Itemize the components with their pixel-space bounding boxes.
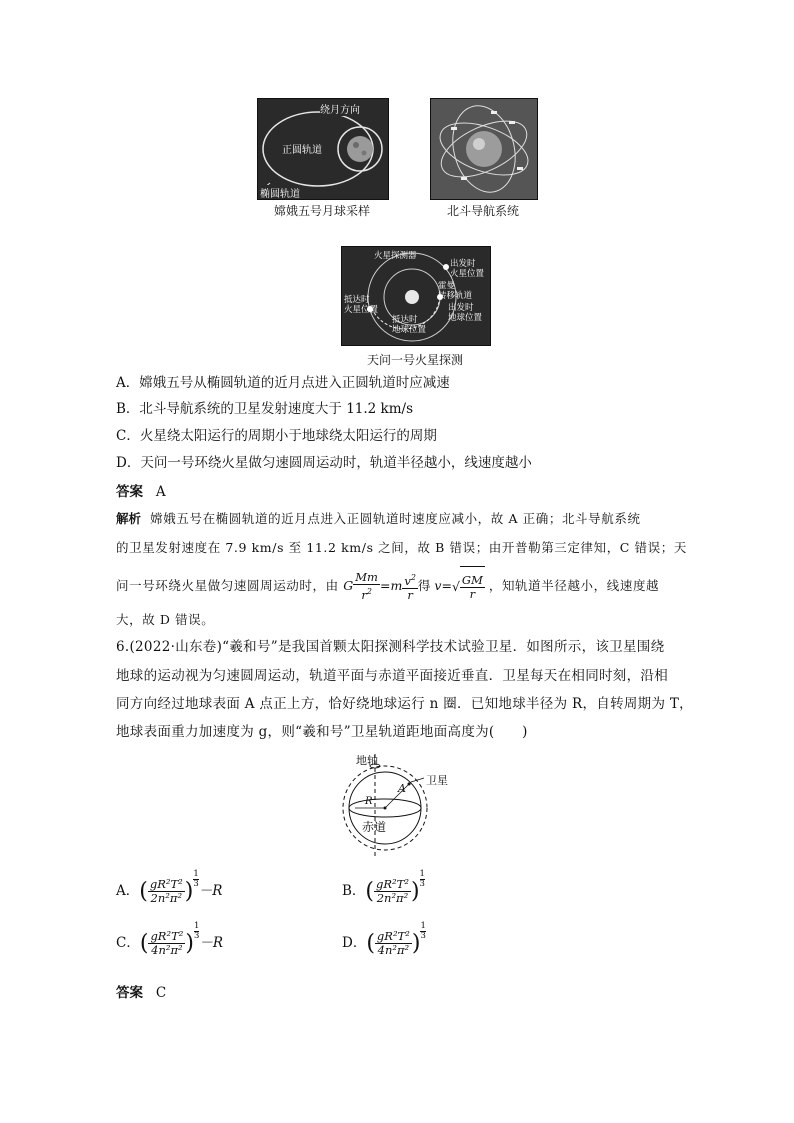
fig1-label-circular: 正圆轨道 <box>282 141 322 156</box>
q6-option-c: C．( $\frac{\text{gR²T²}}{\text{4n²π²}}$ ) $\frac{1}{3}$ －R <box>116 921 224 957</box>
satellite-icon <box>451 127 457 130</box>
q6-answer-value: C <box>155 985 167 1001</box>
moon-icon <box>347 136 373 162</box>
q6-line2: 地球的运动视为匀速圆周运动，轨道平面与赤道平面接近垂直．卫星每天在相同时刻，沿相 <box>116 668 668 684</box>
q5-option-b: B．北斗导航系统的卫星发射速度大于 11.2 km/s <box>116 401 414 417</box>
fig-label-r: R <box>365 796 373 807</box>
figure-xihe-satellite <box>338 752 458 858</box>
q5-option-c: C．火星绕太阳运行的周期小于地球绕太阳运行的周期 <box>116 428 437 444</box>
q5-explanation-label: 解析 <box>116 511 142 526</box>
q5-explanation-line2: 的卫星发射速度在 7.9 km/s 至 11.2 km/s 之间，故 B 错误；由开普勒第三定律知，C 错误；天 <box>116 540 687 555</box>
fig3-label-depart1: 出发时 <box>450 259 476 269</box>
fig-label-a: A <box>398 782 406 795</box>
fig-label-satellite: 卫星 <box>426 774 448 787</box>
figure-change5-orbit <box>257 98 389 200</box>
fig3-label-earthpos2: 地球位置 <box>392 325 427 335</box>
fig3-label-probe: 火星探测器 <box>374 251 417 261</box>
q6-answer <box>116 983 166 1003</box>
q6-option-a: A．( $\frac{\text{gR²T²}}{\text{2n²π²}}$ ) $\frac{1}{3}$ －R <box>116 869 223 905</box>
fig2-caption: 北斗导航系统 <box>446 204 519 218</box>
earth-icon <box>466 131 502 167</box>
q5-answer-value: A <box>155 484 166 500</box>
fig-label-equator: 赤道 <box>362 820 387 834</box>
q5-explanation-line1: 解析 嫦娥五号在椭圆轨道的近月点进入正圆轨道时速度应减小，故 A 正确；北斗导航系统 <box>116 511 641 526</box>
q5-answer-label: 答案 <box>116 484 143 500</box>
fig3-label-arrive2: 抵达时 <box>392 315 418 325</box>
fig3-label-earthpos1: 地球位置 <box>448 313 483 323</box>
figure-beidou <box>430 98 538 200</box>
fig3-label-depart2: 出发时 <box>448 303 474 313</box>
figure-tianwen1 <box>341 246 491 346</box>
q5-explanation-line3: 问一号环绕火星做匀速圆周运动时，由 G $\frac{Mm}{r^2}$ =m $\frac{v^2}{r}$ 得 v=√ $\frac{GM}{r}$ ，知轨道半径越小，线速度越 <box>116 566 659 606</box>
q5-option-d: D．天问一号环绕火星做匀速圆周运动时，轨道半径越小，线速度越小 <box>116 455 532 471</box>
q6-line4: 地球表面重力加速度为 g，则“羲和号”卫星轨道距地面高度为( ) <box>116 724 528 740</box>
fig3-label-marspos1: 火星位置 <box>450 269 485 279</box>
q6-line1: 6.(2022·山东卷)“羲和号”是我国首颗太阳探测科学技术试验卫星．如图所示，该卫星围绕 <box>116 639 665 655</box>
q6-answer-label: 答案 <box>116 985 143 1001</box>
fig3-label-marspos2: 火星位置 <box>344 305 379 315</box>
fig3-label-arrive1: 抵达时 <box>344 295 370 305</box>
q5-option-a: A．嫦娥五号从椭圆轨道的近月点进入正圆轨道时应减速 <box>116 375 450 391</box>
formula-gravitation: G $\frac{Mm}{r^2}$ =m $\frac{v^2}{r}$ 得 v=√ $\frac{GM}{r}$ <box>343 578 489 593</box>
fig3-label-transfer: 转移轨道 <box>438 291 473 301</box>
fig-label-axis: 地轴 <box>356 754 378 767</box>
q5-explanation-line4: 大，故 D 错误。 <box>116 612 215 627</box>
q5-answer <box>116 482 166 502</box>
satellite-icon <box>408 783 411 786</box>
fig1-label-direction: 绕月方向 <box>320 101 360 116</box>
fig3-label-hohmann: 霍曼 <box>438 281 456 291</box>
sun-icon <box>405 290 419 304</box>
q6-line3: 同方向经过地球表面 A 点正上方，恰好绕地球运行 n 圈．已知地球半径为 R，自转周期为 T， <box>116 696 693 712</box>
fig3-caption: 天问一号火星探测 <box>366 353 463 367</box>
fig1-label-elliptical: 椭圆轨道 <box>260 185 300 200</box>
q6-option-d: D．( $\frac{\text{gR²T²}}{\text{4n²π²}}$ ) $\frac{1}{3}$ <box>342 921 426 957</box>
fig1-caption: 嫦娥五号月球采样 <box>273 204 370 218</box>
q6-option-b: B．( $\frac{\text{gR²T²}}{\text{2n²π²}}$ ) $\frac{1}{3}$ <box>342 869 425 905</box>
